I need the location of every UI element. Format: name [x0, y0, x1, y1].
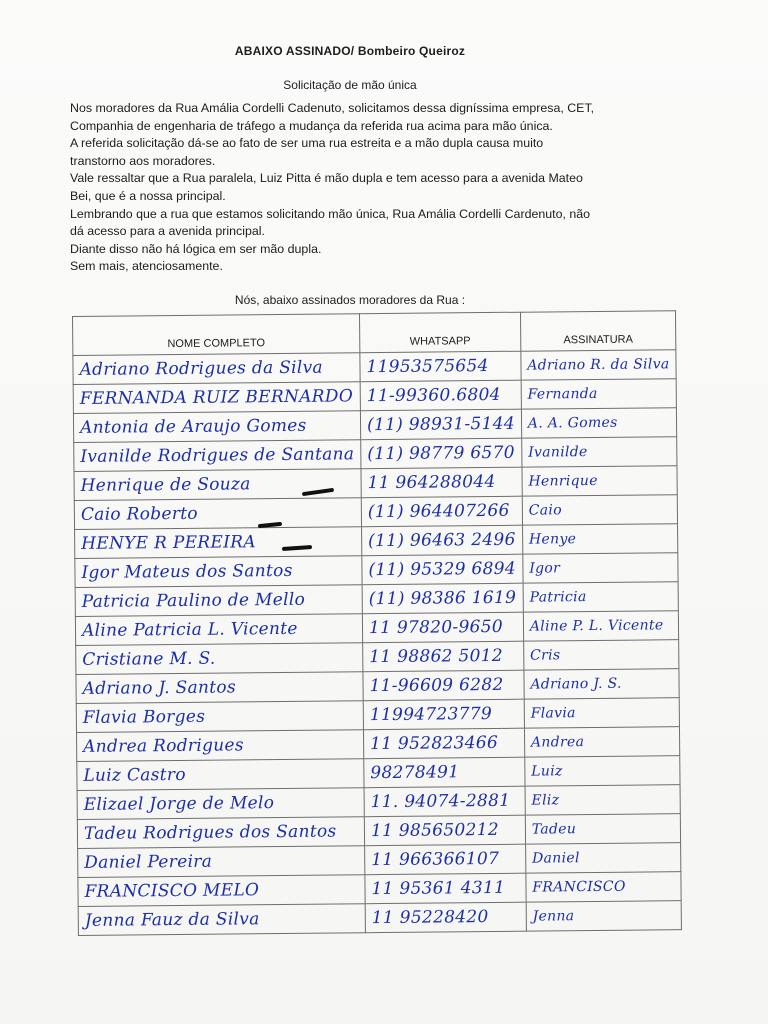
body-line: A referida solicitação dá-se ao fato de ser uma rua estreita e a mão dupla causa muito	[70, 136, 544, 151]
whatsapp-cell	[364, 786, 525, 817]
signature-cell	[526, 872, 681, 902]
signature-text: Patricia	[529, 589, 587, 606]
signature-rows	[73, 350, 682, 936]
whatsapp-text: 11 952823466	[369, 732, 499, 755]
name-text: Andrea Rodrigues	[83, 735, 244, 757]
signature-cell	[523, 582, 678, 612]
whatsapp-text: (11) 98931-5144	[366, 413, 515, 436]
name-cell	[76, 643, 363, 675]
name-text: Daniel Pereira	[84, 851, 213, 873]
signature-cell	[523, 640, 678, 670]
whatsapp-text: 11 985650212	[370, 819, 499, 842]
signature-cell	[526, 901, 681, 931]
whatsapp-cell	[363, 641, 524, 672]
signature-text: Henrique	[528, 472, 598, 490]
name-cell	[73, 382, 360, 414]
name-text: Antonia de Araujo Gomes	[79, 415, 307, 438]
name-text: Flavia Borges	[82, 706, 206, 728]
name-text: Cristiane M. S.	[82, 648, 216, 670]
body-line: Lembrando que a rua que estamos solicitando mão única, Rua Amália Cordelli Cardenuto, não	[70, 206, 591, 221]
whatsapp-cell	[360, 380, 521, 411]
signature-cell	[525, 756, 680, 786]
whatsapp-cell	[360, 351, 521, 382]
signatories-intro: Nós, abaixo assinados moradores da Rua :	[234, 293, 466, 307]
whatsapp-cell	[362, 583, 523, 614]
name-cell	[77, 788, 364, 820]
signature-cell	[521, 408, 676, 438]
signature-text: Jenna	[532, 908, 575, 925]
name-cell	[78, 846, 365, 878]
signature-cell	[522, 524, 677, 554]
whatsapp-cell	[361, 525, 522, 556]
whatsapp-text: 11 966366107	[371, 848, 500, 871]
column-header-name: NOME COMPLETO	[73, 314, 360, 356]
name-text: FRANCISCO MELO	[84, 880, 260, 902]
signature-cell	[523, 553, 678, 583]
body-line: Bei, que é a nossa principal.	[70, 188, 226, 203]
whatsapp-text: 98278491	[370, 762, 460, 784]
name-text: Ivanilde Rodrigues de Santana	[80, 444, 355, 467]
body-line: Companhia de engenharia de tráfego a mudança da referida rua acima para mão única.	[70, 118, 553, 133]
whatsapp-cell	[364, 815, 525, 846]
signature-text: Ivanilde	[528, 444, 588, 461]
name-cell	[74, 440, 361, 472]
body-line: dá acesso para a avenida principal.	[70, 224, 265, 239]
whatsapp-cell	[361, 496, 522, 527]
document-subtitle: Solicitação de mão única	[283, 78, 417, 92]
name-text: Adriano J. Santos	[82, 677, 237, 699]
signature-table	[72, 310, 682, 936]
name-cell	[75, 585, 362, 617]
name-text: Henrique de Souza	[80, 474, 251, 496]
name-text: Luiz Castro	[83, 764, 186, 786]
table-header-row	[73, 311, 676, 356]
column-header-signature: ASSINATURA	[520, 311, 676, 351]
whatsapp-text: (11) 96463 2496	[368, 529, 516, 552]
column-header-whatsapp: WHATSAPP	[359, 312, 520, 353]
body-line: Sem mais, atenciosamente.	[70, 259, 223, 274]
signature-text: Caio	[528, 502, 562, 519]
signature-text: Andrea	[530, 734, 585, 751]
whatsapp-text: 11-96609 6282	[369, 674, 504, 697]
signature-text: Adriano J. S.	[530, 675, 622, 693]
name-cell	[74, 498, 361, 530]
whatsapp-cell	[363, 670, 524, 701]
whatsapp-cell	[361, 438, 522, 469]
name-cell	[73, 353, 360, 385]
whatsapp-cell	[364, 757, 525, 788]
name-cell	[77, 759, 364, 791]
name-cell	[78, 904, 365, 936]
name-cell	[74, 469, 361, 501]
whatsapp-text: 11953575654	[366, 356, 489, 378]
whatsapp-cell	[363, 699, 524, 730]
signature-text: Daniel	[531, 850, 580, 867]
name-cell	[75, 527, 362, 559]
signature-cell	[521, 350, 676, 380]
whatsapp-text: (11) 964407266	[367, 500, 510, 523]
name-text: HENYE R PEREIRA	[81, 532, 256, 554]
whatsapp-cell	[365, 844, 526, 875]
document-title: ABAIXO ASSINADO/ Bombeiro Queiroz	[234, 44, 466, 58]
table-row	[78, 901, 681, 936]
name-text: Adriano Rodrigues da Silva	[79, 357, 324, 380]
signature-text: Aline P. L. Vicente	[529, 617, 664, 635]
whatsapp-cell	[363, 728, 524, 759]
whatsapp-text: 11. 94074-2881	[370, 790, 511, 813]
whatsapp-cell	[360, 409, 521, 440]
name-text: Patricia Paulino de Mello	[81, 589, 306, 612]
name-text: Aline Patricia L. Vicente	[81, 618, 298, 641]
signature-cell	[525, 785, 680, 815]
signature-text: Tadeu	[531, 821, 577, 838]
whatsapp-text: (11) 98386 1619	[368, 587, 517, 610]
signature-text: Flavia	[530, 705, 576, 722]
whatsapp-text: 11 95228420	[371, 907, 489, 929]
body-line: Diante disso não há lógica em ser mão dupla.	[70, 241, 322, 256]
signature-cell	[523, 611, 678, 641]
name-cell	[76, 672, 363, 704]
signature-text: Fernanda	[527, 385, 598, 403]
signature-cell	[522, 466, 677, 496]
whatsapp-cell	[365, 873, 526, 904]
signature-cell	[525, 843, 680, 873]
name-cell	[76, 730, 363, 762]
name-text: Caio Roberto	[80, 503, 199, 525]
signature-cell	[524, 698, 679, 728]
whatsapp-cell	[362, 554, 523, 585]
signature-text: Adriano R. da Silva	[527, 356, 670, 374]
whatsapp-cell	[361, 467, 522, 498]
petition-body	[70, 100, 630, 276]
whatsapp-text: (11) 95329 6894	[368, 558, 517, 581]
signature-text: Henye	[528, 531, 577, 548]
whatsapp-text: 11994723779	[369, 703, 493, 726]
name-cell	[73, 411, 360, 443]
name-cell	[76, 701, 363, 733]
signature-text: Igor	[529, 560, 561, 577]
name-text: Igor Mateus dos Santos	[81, 560, 293, 583]
whatsapp-text: 11 98862 5012	[369, 645, 504, 668]
signature-text: A. A. Gomes	[527, 414, 618, 432]
whatsapp-cell	[362, 612, 523, 643]
name-cell	[75, 556, 362, 588]
whatsapp-cell	[365, 902, 526, 933]
name-cell	[77, 817, 364, 849]
name-text: Elizael Jorge de Melo	[83, 793, 275, 815]
signature-cell	[521, 379, 676, 409]
whatsapp-text: 11 95361 4311	[371, 877, 506, 900]
name-text: Jenna Fauz da Silva	[84, 909, 260, 931]
whatsapp-text: 11 97820-9650	[368, 616, 504, 639]
signature-cell	[522, 495, 677, 525]
whatsapp-text: 11-99360.6804	[366, 384, 501, 407]
name-text: FERNANDA RUIZ BERNARDO	[79, 386, 354, 409]
body-line: transtorno aos moradores.	[70, 153, 216, 168]
signature-text: Eliz	[531, 792, 560, 809]
body-line: Nos moradores da Rua Amália Cordelli Cadenuto, solicitamos dessa digníssima empresa, CET,	[70, 101, 595, 115]
signature-text: Cris	[530, 647, 561, 664]
signature-cell	[524, 669, 679, 699]
signature-cell	[524, 727, 679, 757]
name-cell	[78, 875, 365, 907]
signature-cell	[522, 437, 677, 467]
body-line: Vale ressaltar que a Rua paralela, Luiz Pitta é mão dupla e tem acesso para a avenida Mateo	[70, 171, 583, 186]
whatsapp-text: 11 964288044	[367, 471, 496, 494]
signature-text: Luiz	[531, 763, 563, 780]
signature-text: FRANCISCO	[532, 878, 626, 896]
name-cell	[75, 614, 362, 646]
signature-cell	[525, 814, 680, 844]
whatsapp-text: (11) 98779 6570	[367, 442, 515, 465]
name-text: Tadeu Rodrigues dos Santos	[83, 821, 337, 844]
